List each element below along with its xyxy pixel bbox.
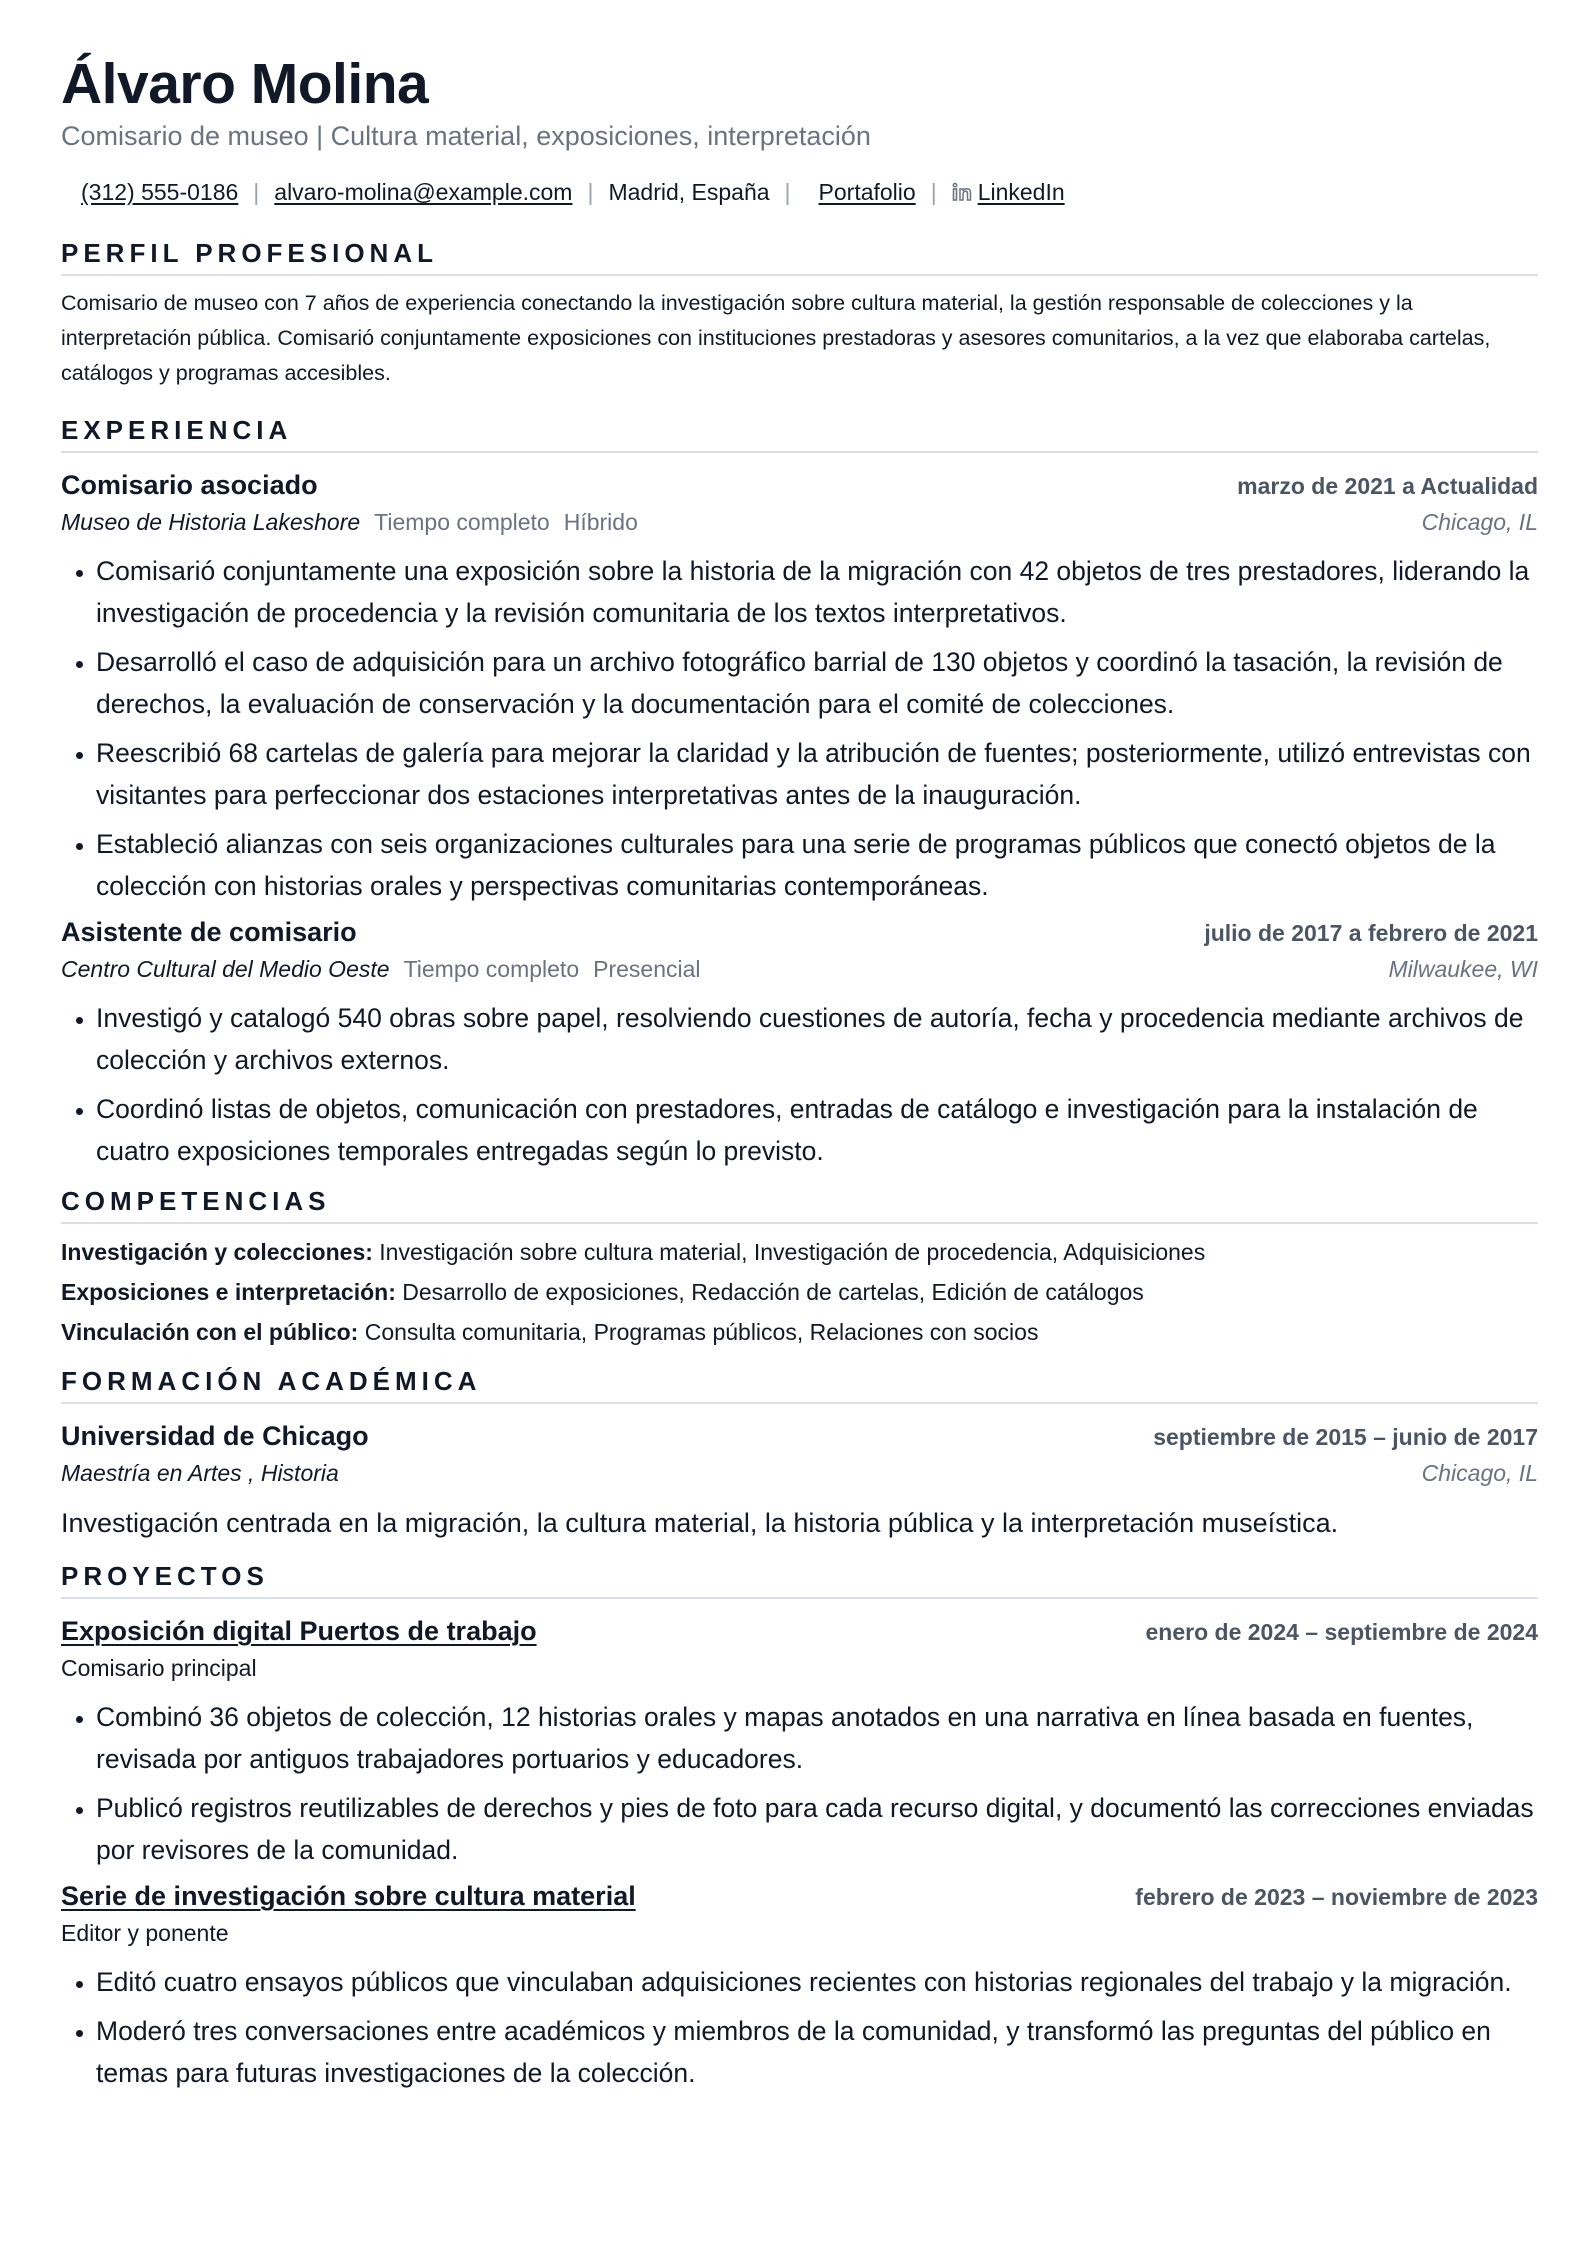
list-item: • Publicó registros reutilizables de derechos y pies de foto para cada recurso digital, y documentó las correcciones enviadas por revisores de la comunidad. [96,1787,1538,1871]
project-bullets [61,1961,1538,2094]
project-title-link[interactable]: Exposición digital Puertos de trabajo [61,1616,537,1646]
portfolio-link[interactable]: Portafolio [818,179,916,205]
project-date: enero de 2024 – septiembre de 2024 [1145,1619,1538,1645]
projects-section [61,1561,1538,2094]
job-title: Asistente de comisario [61,917,357,947]
job-mode: Híbrido [563,509,638,535]
job-title: Comisario asociado [61,470,318,500]
separator: | [587,179,594,205]
list-item: • Investigó y catalogó 540 obras sobre papel, resolviendo cuestiones de autoría, fecha y procedencia mediante archivos de colección y archivos externos. [96,997,1538,1081]
list-item: • Combinó 36 objetos de colección, 12 historias orales y mapas anotados en una narrativa en línea basada en fuentes, revisada por antiguos trabajadores portuarios y educadores. [96,1696,1538,1780]
contact-bar [81,176,1538,208]
education-description: Investigación centrada en la migración, la cultura material, la historia pública y la interpretación museística. [61,1508,1339,1538]
project-bullets [61,1696,1538,1871]
skill-label: Vinculación con el público: [61,1319,359,1345]
project-entry [61,1613,1538,1871]
section-title-experience: EXPERIENCIA [61,415,1538,453]
list-item: • Coordinó listas de objetos, comunicación con prestadores, entradas de catálogo e investigación para la instalación de cuatro exposiciones temporales entregadas según lo previsto. [96,1088,1538,1172]
list-item: • Editó cuatro ensayos públicos que vinculaban adquisiciones recientes con historias regionales del trabajo y la migración. [96,1961,1538,2003]
list-item: • Comisarió conjuntamente una exposición sobre la historia de la migración con 42 objetos de tres prestadores, liderando la investigación de procedencia y la revisión comunitaria de los textos interpretativos. [96,550,1538,634]
candidate-name: Álvaro Molina [61,52,429,116]
email-link[interactable]: alvaro-molina@example.com [274,179,573,205]
skill-value: Consulta comunitaria, Programas públicos, Relaciones con socios [364,1319,1039,1345]
headline: Comisario de museo | Cultura material, exposiciones, interpretación [61,121,871,151]
job-bullets [61,997,1538,1172]
location-text: Madrid, España [608,179,770,205]
job-date: julio de 2017 a febrero de 2021 [1204,920,1538,946]
section-title-projects: PROYECTOS [61,1561,1538,1599]
job-entry [61,467,1538,907]
separator: | [930,179,937,205]
linkedin-link[interactable]: LinkedIn [977,179,1065,205]
project-title-link[interactable]: Serie de investigación sobre cultura material [61,1881,636,1911]
skills-section [61,1186,1538,1352]
job-date: marzo de 2021 a Actualidad [1237,473,1538,499]
skill-value: Desarrollo de exposiciones, Redacción de cartelas, Edición de catálogos [402,1279,1144,1305]
degree: Maestría en Artes , Historia [61,1460,339,1486]
section-title-education: FORMACIÓN ACADÉMICA [61,1366,1538,1404]
skill-label: Investigación y colecciones: [61,1239,373,1265]
section-title-skills: COMPETENCIAS [61,1186,1538,1224]
job-location: Chicago, IL [1421,509,1538,535]
job-mode: Presencial [593,956,701,982]
list-item: • Estableció alianzas con seis organizaciones culturales para una serie de programas públicos que conectó objetos de la colección con historias orales y perspectivas comunitarias contemporáneas. [96,823,1538,907]
job-bullets [61,550,1538,907]
project-entry [61,1878,1538,2094]
phone-link[interactable]: (312) 555-0186 [81,179,239,205]
profile-summary: Comisario de museo con 7 años de experiencia conectando la investigación sobre cultura material, la gestión responsable de colecciones y la interpretación pública. Comisarió conjuntamente exposiciones con instituciones prestadoras y asesores comunitarios, a la vez que elaboraba cartelas, catálogos y programas accesibles. [61,291,1491,385]
skill-row [61,1312,1538,1352]
separator: | [253,179,260,205]
project-role: Comisario principal [61,1655,257,1681]
linkedin-icon [952,182,972,202]
project-role: Editor y ponente [61,1920,229,1946]
list-item: • Desarrolló el caso de adquisición para un archivo fotográfico barrial de 130 objetos y coordinó la tasación, la revisión de derechos, la evaluación de conservación y la documentación para el comité de colecciones. [96,641,1538,725]
job-location: Milwaukee, WI [1388,956,1538,982]
experience-section [61,415,1538,1172]
skill-label: Exposiciones e interpretación: [61,1279,396,1305]
job-organization: Museo de Historia Lakeshore [61,509,361,535]
list-item: • Reescribió 68 cartelas de galería para mejorar la claridad y la atribución de fuentes; posteriormente, utilizó entrevistas con visitantes para perfeccionar dos estaciones interpretativas antes de la inauguración. [96,732,1538,816]
skill-value: Investigación sobre cultura material, Investigación de procedencia, Adquisiciones [379,1239,1206,1265]
job-organization: Centro Cultural del Medio Oeste [61,956,390,982]
education-location: Chicago, IL [1421,1460,1538,1486]
job-entry [61,914,1538,1172]
job-type: Tiempo completo [403,956,580,982]
school-name: Universidad de Chicago [61,1421,369,1451]
skill-row [61,1272,1538,1312]
education-section [61,1366,1538,1543]
profile-section [61,238,1538,391]
education-date: septiembre de 2015 – junio de 2017 [1153,1424,1538,1450]
separator: | [784,179,791,205]
project-date: febrero de 2023 – noviembre de 2023 [1135,1884,1538,1910]
section-title-profile: PERFIL PROFESIONAL [61,238,1538,276]
education-entry [61,1418,1538,1543]
skill-row [61,1232,1538,1272]
list-item: • Moderó tres conversaciones entre académicos y miembros de la comunidad, y transformó las preguntas del público en temas para futuras investigaciones de la colección. [96,2010,1538,2094]
job-type: Tiempo completo [374,509,550,535]
